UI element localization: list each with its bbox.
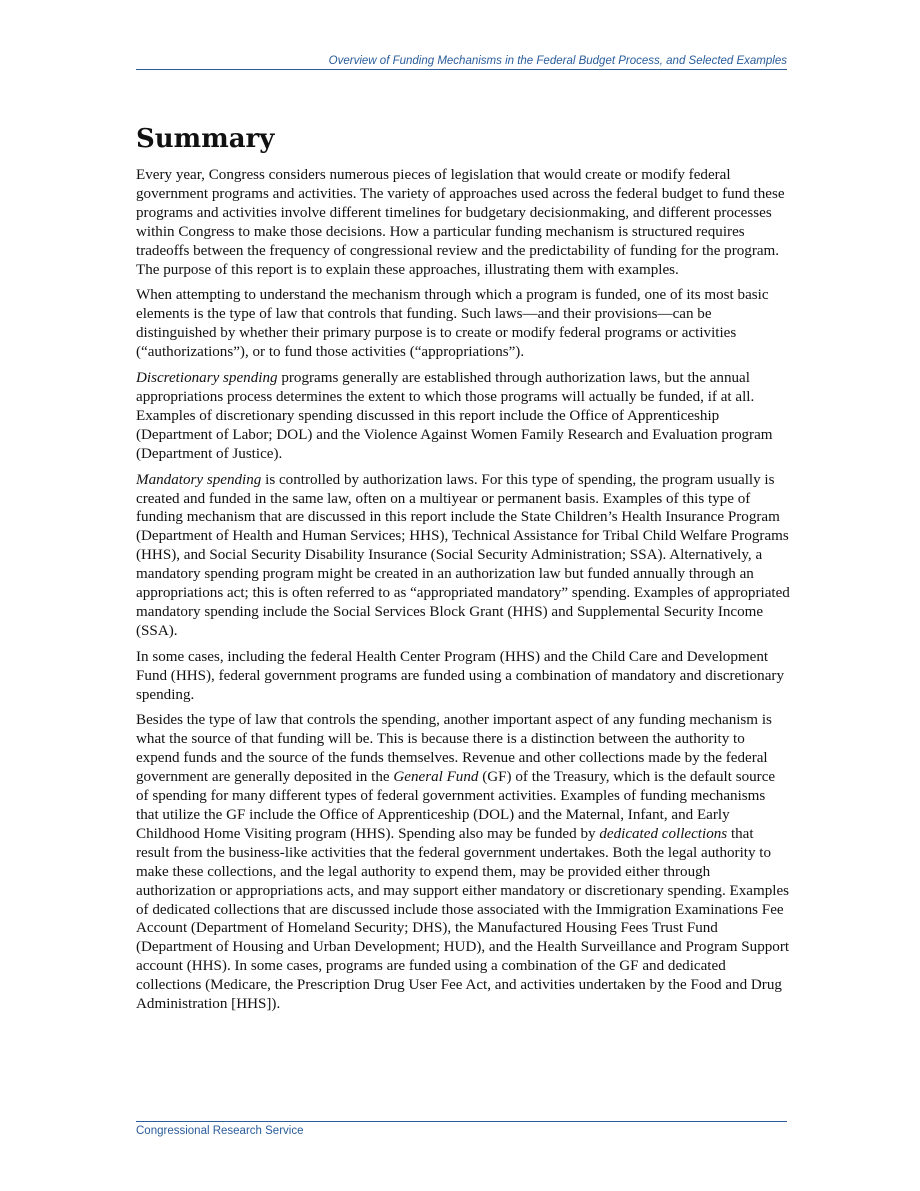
paragraph-intro: Every year, Congress considers numerous pieces of legislation that would create or modify federal government programs and activities. The variety of approaches used across the federal budget to fund these programs and activities involve different timelines for budgetary decisionmaking, and different processes within Congress to make those decisions. How a particular funding mechanism is structured requires tradeoffs between the frequency of congressional review and the predictability of funding for the program. The purpose of this report is to explain these approaches, illustrating them with examples. bbox=[136, 167, 785, 278]
paragraph-authorizations: When attempting to understand the mechanism through which a program is funded, one of its most basic elements is the type of law that controls that funding. Such laws—and their provisions—can be distinguished by whether their primary purpose is to create or modify federal programs or activities (“authorizations”), or to fund those activities (“appropriations”). bbox=[136, 287, 769, 361]
footer-publisher: Congressional Research Service bbox=[136, 1125, 304, 1137]
term-general-fund: General Fund bbox=[393, 769, 479, 786]
paragraph-funding-source-text-a: Besides the type of law that controls the spending, another important aspect of any funding mechanism is what the source of that funding will be. This is because there is a distinction between the authority to expend funds and the source of the funds themselves. Revenue and other collections made by the federal government are generally deposited in the bbox=[136, 712, 772, 786]
paragraph-mandatory bbox=[136, 471, 790, 641]
paragraph-funding-source-text-c: that result from the business-like activities that the federal government undertakes. Both the legal authority to make these collections, and the legal authority to expend them, may be provided either through authorization or appropriations acts, and may support either mandatory or discretionary spending. Examples of dedicated collections that are discussed include those associated with the Immigration Examinations Fee Account (Department of Homeland Security; DHS), the Manufactured Housing Fees Trust Fund (Department of Housing and Urban Development; HUD), and the Health Surveillance and Program Support account (HHS). In some cases, programs are funded using a combination of the GF and dedicated collections (Medicare, the Prescription Drug User Fee Act, and activities undertaken by the Food and Drug Administration [HHS]). bbox=[136, 825, 790, 1013]
paragraph-funding-source bbox=[136, 711, 790, 1014]
paragraph-discretionary-text: programs generally are established through authorization laws, but the annual appropriations process determines the extent to which those programs will actually be funded, if at all. Examples of discretionary spending discussed in this report include the Office of Apprenticeship (Department of Labor; DOL) and the Violence Against Women Family Research and Evaluation program (Department of Justice). bbox=[136, 370, 773, 462]
paragraph-mandatory-text: is controlled by authorization laws. For this type of spending, the program usually is created and funded in the same law, often on a multiyear or permanent basis. Examples of this type of funding mechanism that are discussed in this report include the State Children’s Health Insurance Program (Department of Health and Human Services; HHS), Technical Assistance for Tribal Child Welfare Programs (HHS), and Social Security Disability Insurance (Social Security Administration; SSA). Alternatively, a mandatory spending program might be created in an authorization law but funded annually through an appropriations act; this is often referred to as “appropriated mandatory” spending. Examples of appropriated mandatory spending include the Social Services Block Grant (HHS) and Supplemental Security Income (SSA). bbox=[136, 471, 790, 639]
document-body bbox=[136, 122, 790, 1021]
paragraph-discretionary bbox=[136, 369, 790, 464]
section-title: Summary bbox=[136, 124, 275, 154]
term-dedicated-collections: dedicated collections bbox=[599, 825, 728, 842]
paragraph-funding-source-text-b: (GF) of the Treasury, which is the default source of spending for many different types of federal government activities. Examples of funding mechanisms that utilize the GF include the Office of Apprenticeship (DOL) and the Maternal, Infant, and Early Childhood Home Visiting program (HHS). Spending also may be funded by bbox=[136, 769, 776, 842]
term-mandatory-spending: Mandatory spending bbox=[136, 471, 262, 488]
term-discretionary-spending: Discretionary spending bbox=[136, 370, 278, 387]
paragraph-combination: In some cases, including the federal Health Center Program (HHS) and the Child Care and Development Fund (HHS), federal government programs are funded using a combination of mandatory and discretionary spending. bbox=[136, 648, 785, 703]
footer-divider bbox=[136, 1121, 787, 1122]
running-header-title: Overview of Funding Mechanisms in the Federal Budget Process, and Selected Examples bbox=[328, 55, 787, 67]
header-divider bbox=[136, 69, 787, 70]
